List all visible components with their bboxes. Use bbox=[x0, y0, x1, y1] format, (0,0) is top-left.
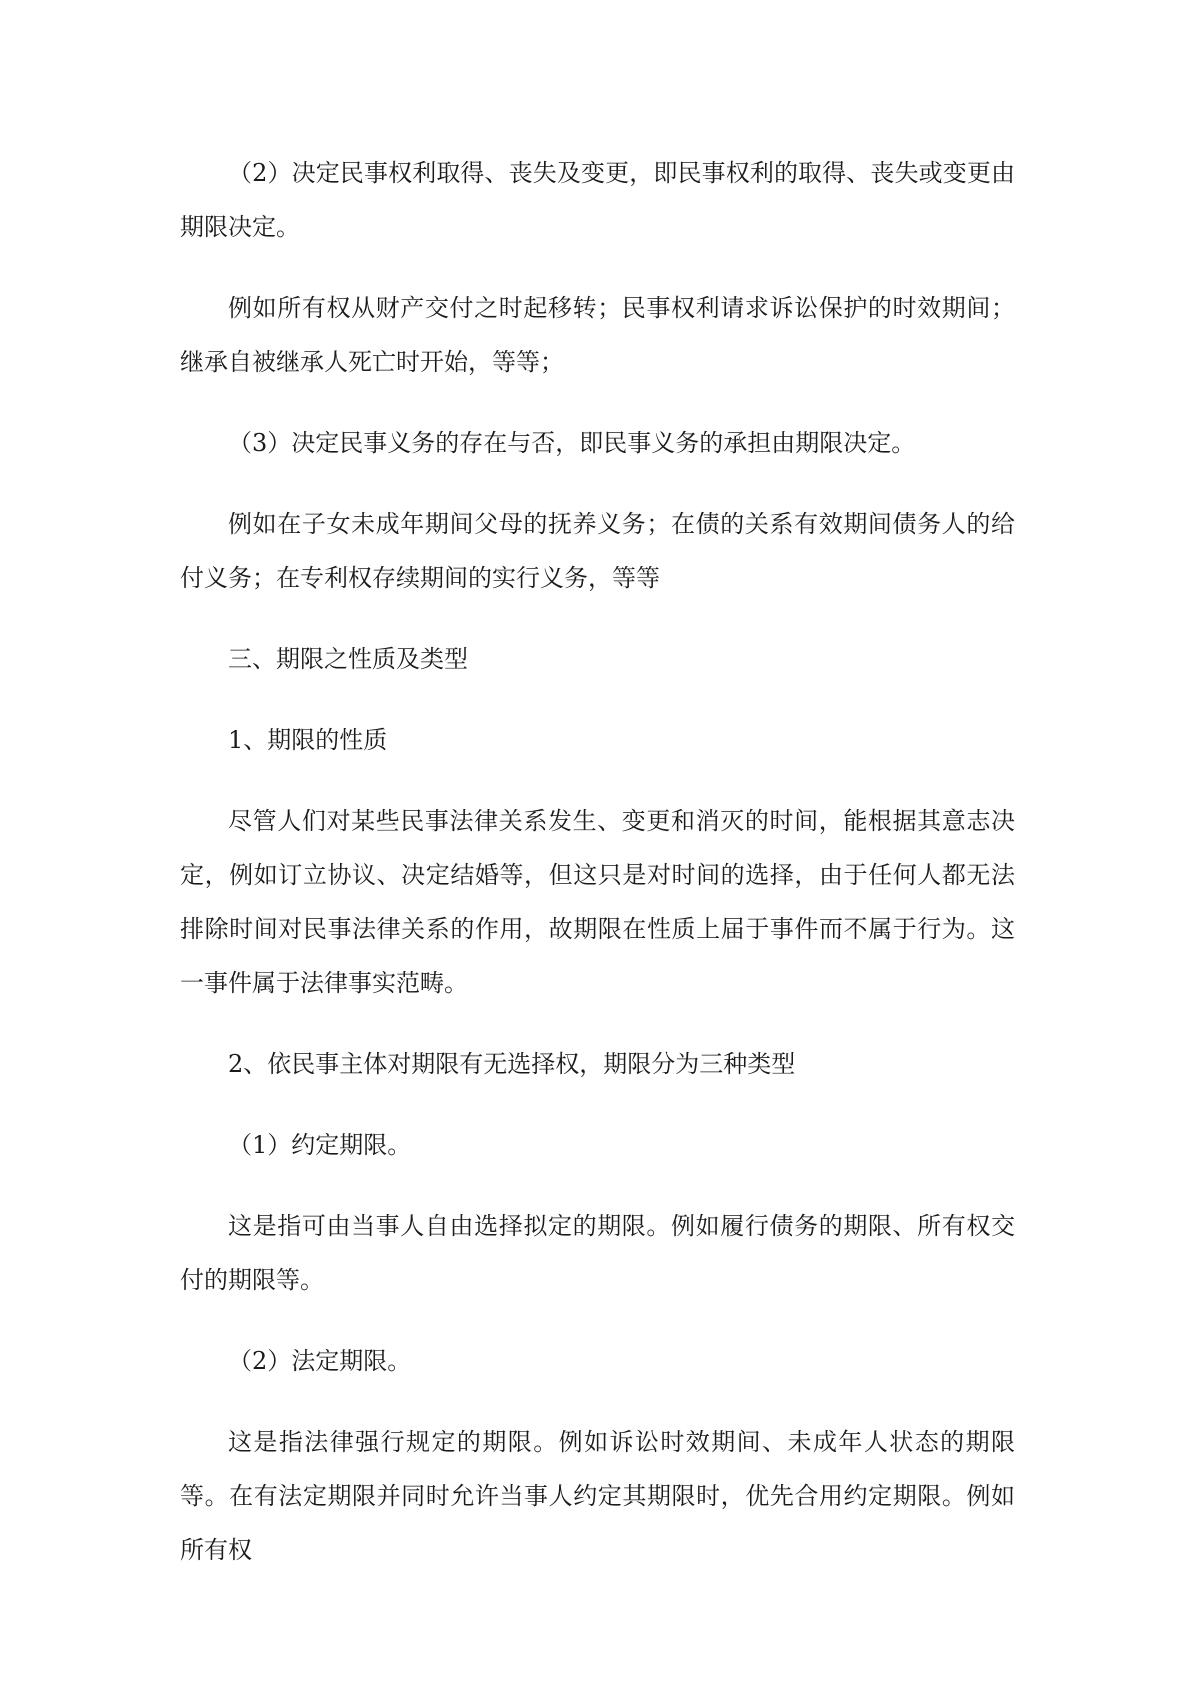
paragraph: 这是指可由当事人自由选择拟定的期限。例如履行债务的期限、所有权交付的期限等。 bbox=[180, 1212, 1015, 1294]
paragraph: （1）约定期限。 bbox=[228, 1131, 412, 1159]
paragraph: （2）决定民事权利取得、丧失及变更，即民事权利的取得、丧失或变更由期限决定。 bbox=[180, 159, 1015, 241]
paragraph: （2）法定期限。 bbox=[228, 1347, 412, 1375]
subsection-heading: 2、依民事主体对期限有无选择权，期限分为三种类型 bbox=[228, 1050, 796, 1078]
subsection-heading: 1、期限的性质 bbox=[228, 726, 388, 754]
paragraph: 例如在子女未成年期间父母的抚养义务；在债的关系有效期间债务人的给付义务；在专利权存续期间的实行义务，等等 bbox=[180, 510, 1015, 592]
paragraph: （3）决定民事义务的存在与否，即民事义务的承担由期限决定。 bbox=[228, 429, 916, 457]
section-heading: 三、期限之性质及类型 bbox=[228, 645, 468, 673]
paragraph: 这是指法律强行规定的期限。例如诉讼时效期间、未成年人状态的期限等。在有法定期限并同时允许当事人约定其期限时，优先合用约定期限。例如所有权 bbox=[180, 1428, 1015, 1564]
paragraph: 尽管人们对某些民事法律关系发生、变更和消灭的时间，能根据其意志决定，例如订立协议、决定结婚等，但这只是对时间的选择，由于任何人都无法排除时间对民事法律关系的作用，故期限在性质上届于事件而不属于行为。这一事件属于法律事实范畴。 bbox=[180, 807, 1015, 997]
document-body bbox=[180, 146, 1015, 1604]
paragraph: 例如所有权从财产交付之时起移转；民事权利请求诉讼保护的时效期间；继承自被继承人死亡时开始，等等； bbox=[180, 294, 1015, 376]
